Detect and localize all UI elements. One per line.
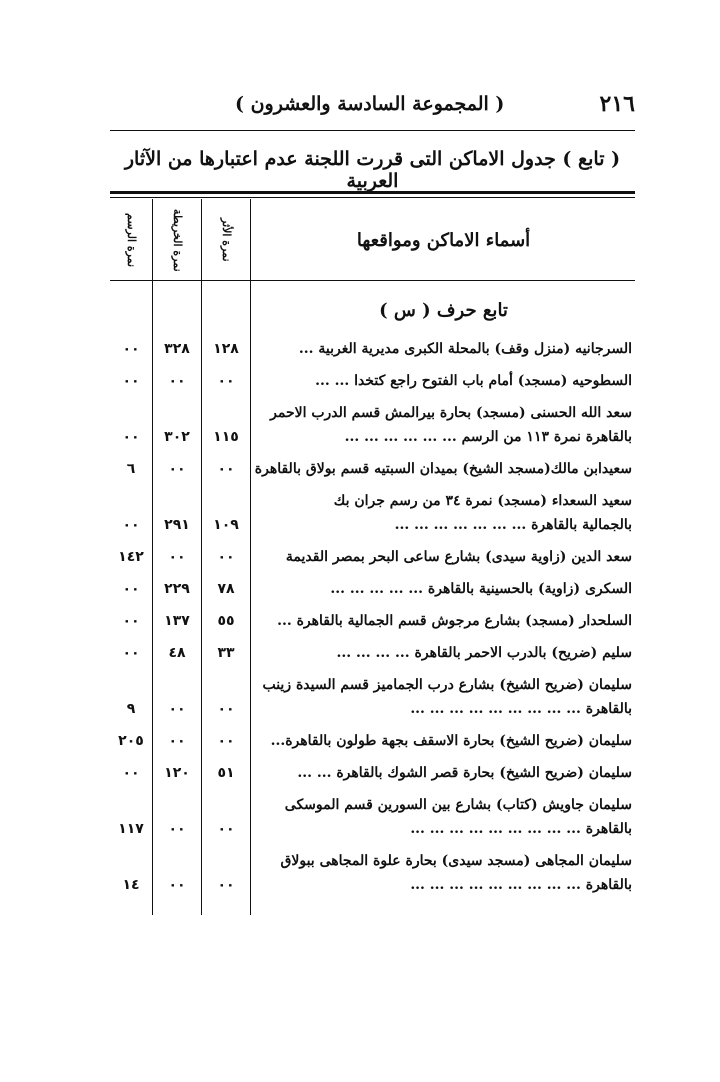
row-place-name-continuation: بالجمالية بالقاهرة ... ... ... ... ... ... ...: [394, 517, 632, 533]
row-map-number: ٢٩١: [164, 517, 190, 533]
row-place-name: سليمان المجاهى (مسجد سيدى) بحارة علوة المجاهى ببولاق: [280, 853, 632, 869]
row-place-name: سليم (ضريح) بالدرب الاحمر بالقاهرة ... ... ... ...: [336, 645, 632, 661]
row-drawing-number: ٠٠: [122, 765, 140, 781]
row-monument-number: ٧٨: [217, 581, 235, 597]
row-place-name: سليمان جاويش (كتاب) بشارع بين السورين قسم الموسكى: [284, 797, 632, 813]
column-divider: [152, 199, 153, 915]
row-map-number: ٠٠: [168, 549, 186, 565]
row-drawing-number: ١٤٢: [118, 549, 144, 565]
table-header-rule: [110, 280, 635, 281]
row-monument-number: ١٠٩: [213, 517, 239, 533]
row-monument-number: ٥٥: [217, 613, 235, 629]
column-header-drawing-number-label: نمرة الرسم: [125, 212, 138, 268]
row-monument-number: ٠٠: [217, 733, 235, 749]
table-caption: ( تابع ) جدول الاماكن التى قررت اللجنة عدم اعتبارها من الآثار العربية: [124, 148, 621, 192]
row-map-number: ٠٠: [168, 701, 186, 717]
row-map-number: ٠٠: [168, 821, 186, 837]
row-monument-number: ٠٠: [217, 877, 235, 893]
row-place-name: سليمان (ضريح الشيخ) بحارة الاسقف بجهة طولون بالقاهرة...: [270, 733, 632, 749]
row-map-number: ٢٢٩: [164, 581, 190, 597]
row-place-name: سليمان (ضريح الشيخ) بحارة قصر الشوك بالقاهرة ... ...: [297, 765, 632, 781]
row-map-number: ٠٠: [168, 733, 186, 749]
row-map-number: ٠٠: [168, 373, 186, 389]
column-header-drawing-number: [110, 201, 152, 279]
row-monument-number: ٠٠: [217, 373, 235, 389]
row-place-name: السلحدار (مسجد) بشارع مرجوش قسم الجمالية بالقاهرة ...: [277, 613, 632, 629]
table-top-thin-rule: [110, 197, 635, 198]
page-number: ٢١٦: [599, 91, 635, 117]
row-map-number: ٠٠: [168, 877, 186, 893]
row-map-number: ٠٠: [168, 461, 186, 477]
row-monument-number: ٥١: [217, 765, 235, 781]
header-rule: [110, 130, 635, 131]
row-map-number: ٣٠٢: [164, 429, 190, 445]
row-map-number: ١٢٠: [164, 765, 190, 781]
row-drawing-number: ٠٠: [122, 373, 140, 389]
column-divider: [201, 199, 202, 915]
row-place-name-continuation: بالقاهرة ... ... ... ... ... ... ... ... ...: [410, 701, 632, 717]
row-place-name: السكرى (زاوية) بالحسينية بالقاهرة ... ... ... ... ...: [330, 581, 632, 597]
column-header-map-number: [154, 201, 200, 279]
running-title: ( المجموعة السادسة والعشرون ): [235, 93, 505, 115]
row-drawing-number: ٠٠: [122, 341, 140, 357]
row-place-name: سعيد السعداء (مسجد) نمرة ٣٤ من رسم جران بك: [333, 493, 632, 509]
row-place-name: السطوحيه (مسجد) أمام باب الفتوح راجع كتخدا ... ...: [315, 373, 632, 389]
row-place-name-continuation: بالقاهرة نمرة ١١٣ من الرسم ... ... ... ... ... ...: [344, 429, 632, 445]
row-drawing-number: ٩: [126, 701, 136, 717]
row-place-name: سعد الدين (زاوية سيدى) بشارع ساعى البحر بمصر القديمة: [285, 549, 632, 565]
row-map-number: ٣٢٨: [164, 341, 190, 357]
row-monument-number: ٣٣: [217, 645, 235, 661]
column-header-map-number-label: نمرة الخريطة: [171, 208, 184, 272]
column-header-monument-number-label: نمرة الأثر: [220, 218, 233, 262]
row-drawing-number: ٠٠: [122, 581, 140, 597]
row-map-number: ٤٨: [168, 645, 186, 661]
column-header-monument-number: [203, 201, 249, 279]
row-place-name: سليمان (ضريح الشيخ) بشارع درب الجماميز قسم السيدة زينب: [262, 677, 632, 693]
row-monument-number: ٠٠: [217, 549, 235, 565]
table-top-rule: [110, 191, 635, 194]
row-drawing-number: ٢٠٥: [118, 733, 144, 749]
page-header: [110, 86, 635, 122]
row-map-number: ١٣٧: [164, 613, 190, 629]
row-monument-number: ١١٥: [213, 429, 239, 445]
row-monument-number: ٠٠: [217, 821, 235, 837]
row-drawing-number: ١١٧: [118, 821, 144, 837]
row-drawing-number: ٦: [126, 461, 136, 477]
row-place-name-continuation: بالقاهرة ... ... ... ... ... ... ... ... ...: [410, 821, 632, 837]
column-header-names: أسماء الاماكن ومواقعها: [356, 229, 531, 251]
column-divider: [250, 199, 251, 915]
row-monument-number: ٠٠: [217, 461, 235, 477]
row-monument-number: ٠٠: [217, 701, 235, 717]
section-heading: تابع حرف ( س ): [379, 300, 508, 321]
row-drawing-number: ٠٠: [122, 517, 140, 533]
row-drawing-number: ١٤: [122, 877, 140, 893]
row-monument-number: ١٢٨: [213, 341, 239, 357]
row-drawing-number: ٠٠: [122, 645, 140, 661]
row-drawing-number: ٠٠: [122, 429, 140, 445]
row-place-name: السرجانيه (منزل وقف) بالمحلة الكبرى مديرية الغربية ...: [298, 341, 632, 357]
row-place-name: سعد الله الحسنى (مسجد) بحارة بيرالمش قسم الدرب الاحمر: [270, 405, 632, 421]
row-place-name: سعيدابن مالك(مسجد الشيخ) بميدان السبتيه قسم بولاق بالقاهرة: [254, 461, 632, 477]
row-drawing-number: ٠٠: [122, 613, 140, 629]
row-place-name-continuation: بالقاهرة ... ... ... ... ... ... ... ... ...: [410, 877, 632, 893]
